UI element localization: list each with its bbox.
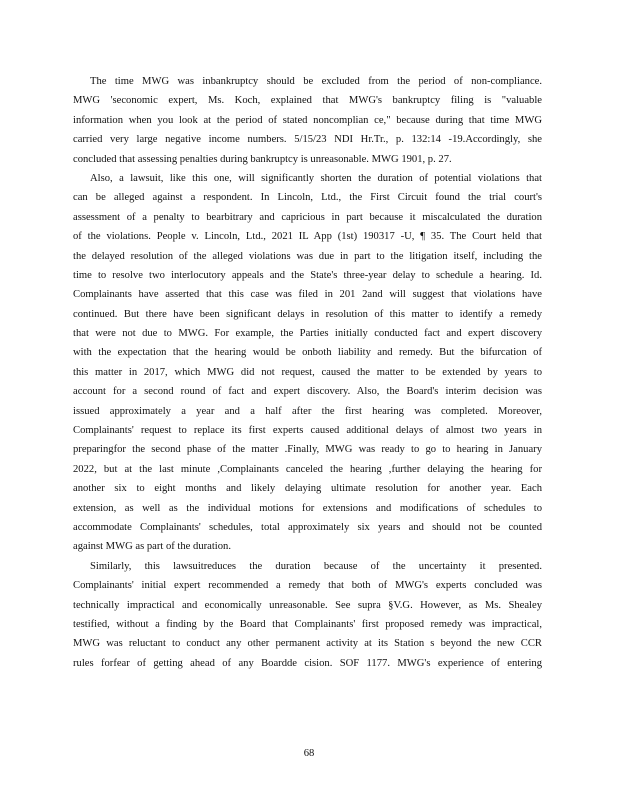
text-line: against MWG as part of the duration. bbox=[73, 541, 231, 553]
text-line: Similarly, this lawsuitreduces the duration because of the uncertainty it presented. bbox=[90, 560, 542, 572]
text-line: accommodate Complainants' schedules, total approximately six years and should not be counted bbox=[73, 521, 542, 533]
text-line: Complainants' request to replace its first experts caused additional delays of almost two years in bbox=[73, 425, 542, 437]
text-line: rules forfear of getting ahead of any Boardde cision. SOF 1177. MWG's experience of entering bbox=[73, 657, 542, 669]
text-line: Also, a lawsuit, like this one, will significantly shorten the duration of potential violations that bbox=[90, 172, 542, 184]
text-line: time to resolve two interlocutory appeals and the State's three-year delay to schedule a hearing. Id. bbox=[73, 269, 542, 281]
text-line: of the violations. People v. Lincoln, Ltd., 2021 IL App (1st) 190317 -U, ¶ 35. The Court held that bbox=[73, 231, 542, 243]
text-line: the delayed resolution of the alleged violations was due in part to the litigation itself, including the bbox=[73, 250, 542, 262]
text-line: technically impractical and economically unreasonable. See supra §V.G. However, as Ms. Shealey bbox=[73, 599, 542, 611]
text-line: this matter in 2017, which MWG did not request, caused the matter to be extended by years to bbox=[73, 366, 542, 378]
text-line: information when you look at the period of stated noncomplian ce," because during that time MWG bbox=[73, 114, 542, 126]
text-line: preparingfor the second phase of the matter .Finally, MWG was ready to go to hearing in January bbox=[73, 444, 542, 456]
text-line: that were not due to MWG. For example, the Parties initially conducted fact and expert discovery bbox=[73, 328, 542, 340]
text-line: extension, as well as the individual motions for extensions and modifications of schedules to bbox=[73, 502, 542, 514]
text-line: continued. But there have been significant delays in resolution of this matter to identify a remedy bbox=[73, 308, 542, 320]
text-line: MWG 'seconomic expert, Ms. Koch, explained that MWG's bankruptcy filing is "valuable bbox=[73, 95, 542, 107]
text-line: issued approximately a year and a half after the first hearing was completed. Moreover, bbox=[73, 405, 542, 417]
text-line: Complainants have asserted that this case was filed in 201 2and will suggest that violations have bbox=[73, 289, 542, 301]
body-text bbox=[73, 72, 542, 673]
text-line: MWG was reluctant to conduct any other permanent activity at its Station s beyond the new CCR bbox=[73, 638, 542, 650]
text-line: with the expectation that the hearing would be onboth liability and remedy. But the bifurcation of bbox=[73, 347, 542, 359]
text-line: account for a second round of fact and expert discovery. Also, the Board's interim decision was bbox=[73, 386, 542, 398]
text-line: 2022, but at the last minute ,Complainants canceled the hearing ,further delaying the hearing for bbox=[73, 463, 542, 475]
text-line: assessment of a penalty to bearbitrary and capricious in part because it miscalculated the duration bbox=[73, 211, 542, 223]
text-line: testified, without a finding by the Board that Complainants' first proposed remedy was impractical, bbox=[73, 618, 542, 630]
text-line: carried very large negative income numbers. 5/15/23 NDI Hr.Tr., p. 132:14 -19.Accordingly, she bbox=[73, 134, 542, 146]
page-number: 68 bbox=[303, 748, 315, 759]
text-line: Complainants' initial expert recommended a remedy that both of MWG's experts concluded was bbox=[73, 580, 542, 592]
text-line: can be alleged against a respondent. In Lincoln, Ltd., the First Circuit found the trial court's bbox=[73, 192, 542, 204]
text-line: another six to eight months and likely delaying ultimate resolution for another year. Each bbox=[73, 483, 542, 495]
text-line: concluded that assessing penalties during bankruptcy is unreasonable. MWG 1901, p. 27. bbox=[73, 153, 452, 165]
text-line: The time MWG was inbankruptcy should be excluded from the period of non-compliance. bbox=[90, 76, 542, 87]
